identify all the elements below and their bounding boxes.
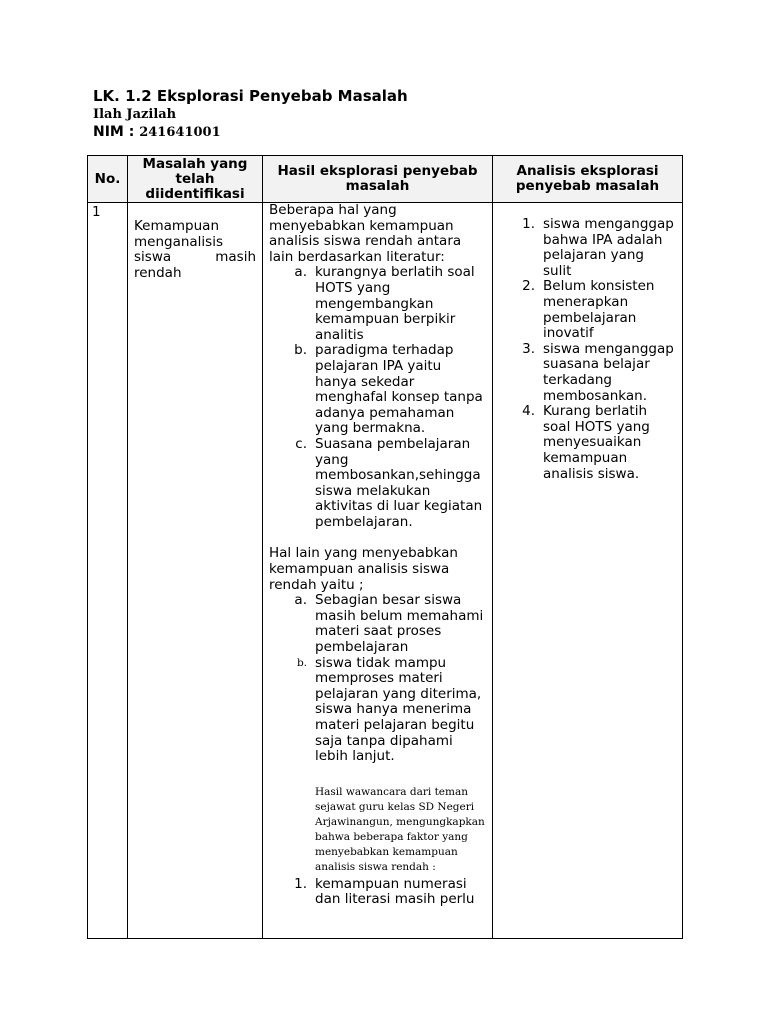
list-text: Kurang berlatih soal HOTS yang menyesuaikan kemampuan analisis siswa. <box>543 403 650 482</box>
document-header <box>93 86 408 142</box>
list-marker: a. <box>294 264 307 281</box>
list-text: siswa menganggap bahwa IPA adalah pelajaran yang sulit <box>543 216 674 279</box>
nim-label: NIM : <box>93 124 135 140</box>
list-marker: 2. <box>522 278 535 295</box>
exploration-table <box>87 155 683 939</box>
cell-masalah <box>128 203 263 939</box>
list-marker: a. <box>294 592 307 609</box>
masalah-line-4: rendah <box>134 264 182 281</box>
list-text: kurangnya berlatih soal HOTS yang mengembangkan kemampuan berpikir analitis <box>315 264 475 343</box>
list-item <box>499 342 676 404</box>
list-text: siswa menganggap suasana belajar terkadang membosankan. <box>543 340 674 404</box>
nim-value: 241641001 <box>139 125 221 140</box>
list-marker: b. <box>296 656 307 669</box>
list-item <box>499 217 676 279</box>
hasil-intro-2: Hal lain yang menyebabkan kemampuan analisis siswa rendah yaitu ; <box>269 545 458 593</box>
cell-analisis <box>493 203 683 939</box>
list-marker: 1. <box>522 216 535 232</box>
header-analisis: Analisis eksplorasi penyebab masalah <box>493 156 683 203</box>
list-text: paradigma terhadap pelajaran IPA yaitu hanya sekedar menghafal konsep tanpa adanya pemahaman yang bermakna. <box>315 342 483 437</box>
hasil-list-literatur <box>269 265 486 530</box>
masalah-line-2: menganalisis <box>134 233 224 250</box>
list-item <box>269 265 486 343</box>
hasil-list-lain <box>269 593 486 765</box>
masalah-word-a: siswa <box>134 249 172 266</box>
analisis-list <box>499 217 676 482</box>
table-row <box>88 203 683 939</box>
list-marker: b. <box>294 342 307 359</box>
hasil-list-wawancara <box>269 877 486 908</box>
cell-no: 1 <box>88 203 128 939</box>
document-title: LK. 1.2 Eksplorasi Penyebab Masalah <box>93 87 408 105</box>
header-masalah: Masalah yang telah diidentifikasi <box>128 156 263 203</box>
list-text: siswa tidak mampu memproses materi pelajaran yang diterima, siswa hanya menerima materi pelajaran begitu saja tanpa dipahami lebih lanjut. <box>315 654 482 765</box>
header-no: No. <box>88 156 128 203</box>
list-item <box>269 593 486 655</box>
list-marker: 1. <box>294 875 307 892</box>
list-marker: 4. <box>522 403 535 420</box>
list-item <box>499 279 676 341</box>
list-marker: c. <box>295 435 307 452</box>
hasil-wawancara: Hasil wawancara dari teman sejawat guru kelas SD Negeri Arjawinangun, mengungkapkan bahwa beberapa faktor yang menyebabkan kemampuan analisis siswa rendah : <box>315 785 485 873</box>
list-item <box>499 404 676 482</box>
list-text: Suasana pembelajaran yang membosankan,sehingga siswa melakukan aktivitas di luar kegiatan pembelajaran. <box>315 435 483 530</box>
masalah-line-3 <box>134 250 256 266</box>
list-marker: 3. <box>522 340 535 357</box>
table-header-row <box>88 156 683 203</box>
header-hasil: Hasil eksplorasi penyebab masalah <box>263 156 493 203</box>
list-item <box>269 877 486 908</box>
masalah-line-1: Kemampuan <box>134 218 220 234</box>
nim-line <box>93 123 408 142</box>
cell-hasil <box>263 203 493 939</box>
list-text: kemampuan numerasi dan literasi masih perlu <box>315 875 475 908</box>
list-text: Sebagian besar siswa masih belum memahami materi saat proses pembelajaran <box>315 592 484 656</box>
list-item <box>269 656 486 765</box>
list-text: Belum konsisten menerapkan pembelajaran inovatif <box>543 278 655 342</box>
list-item <box>269 343 486 437</box>
list-item <box>269 437 486 531</box>
author-name: Ilah Jazilah <box>93 107 177 122</box>
masalah-word-b: masih <box>215 249 256 266</box>
hasil-intro-1: Beberapa hal yang menyebabkan kemampuan analisis siswa rendah antara lain berdasarkan literatur: <box>269 202 462 265</box>
